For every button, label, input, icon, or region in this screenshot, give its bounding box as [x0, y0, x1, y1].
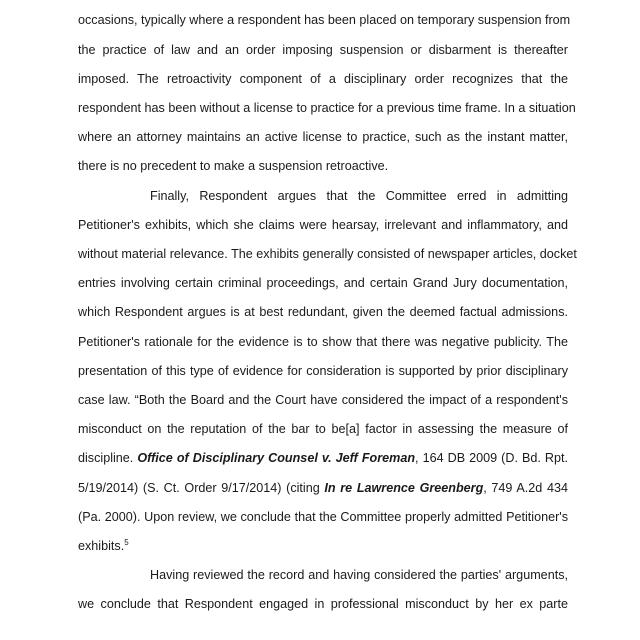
text-line: misconduct on the reputation of the bar to be[a] factor in assessing the measure of [78, 422, 568, 436]
text-line: (Pa. 2000). Upon review, we conclude that the Committee properly admitted Petitioner's [78, 510, 568, 524]
text-line: which Respondent argues is at best redundant, given the deemed factual admissions. [78, 305, 568, 319]
text-line: the practice of law and an order imposing suspension or disbarment is thereafter [78, 43, 568, 57]
case-name-greenberg: In re Lawrence Greenberg [324, 481, 484, 495]
text-line: there is no precedent to make a suspension retroactive. [78, 159, 389, 173]
text-line-citation [78, 480, 568, 496]
text-fragment: , 164 DB 2009 (D. Bd. Rpt. [415, 451, 568, 465]
text-line: respondent has been without a license to practice for a previous time frame. In a situation [78, 101, 576, 115]
text-line: Petitioner's exhibits, which she claims were hearsay, irrelevant and inflammatory, and [78, 218, 568, 232]
case-name-foreman: Office of Disciplinary Counsel v. Jeff Foreman [137, 451, 416, 465]
text-line [78, 538, 568, 554]
text-line: presentation of this type of evidence for consideration is supported by prior disciplinary [78, 364, 568, 378]
text-line: without material relevance. The exhibits generally consisted of newspaper articles, docket [78, 247, 577, 261]
text-line: Finally, Respondent argues that the Committee erred in admitting [150, 189, 568, 203]
text-line: case law. “Both the Board and the Court have considered the impact of a respondent's [78, 393, 568, 407]
footnote-reference[interactable]: 5 [124, 537, 129, 547]
text-line: where an attorney maintains an active license to practice, such as the instant matter, [78, 130, 568, 144]
text-line: we conclude that Respondent engaged in professional misconduct by her ex parte [78, 597, 568, 611]
text-line: entries involving certain criminal proceedings, and certain Grand Jury documentation, [78, 276, 568, 290]
text-fragment: discipline. [78, 451, 138, 465]
text-fragment: , 749 A.2d 434 [483, 481, 568, 495]
text-line-citation [78, 450, 568, 466]
text-fragment: 5/19/2014) (S. Ct. Order 9/17/2014) (citing [78, 481, 325, 495]
text-fragment: exhibits. [78, 539, 125, 553]
text-line: Petitioner's rationale for the evidence is to show that there was negative publicity. The [78, 335, 568, 349]
text-line: imposed. The retroactivity component of a disciplinary order recognizes that the [78, 72, 568, 86]
text-line: occasions, typically where a respondent has been placed on temporary suspension from [78, 13, 571, 27]
text-line: Having reviewed the record and having considered the parties' arguments, [150, 568, 568, 582]
